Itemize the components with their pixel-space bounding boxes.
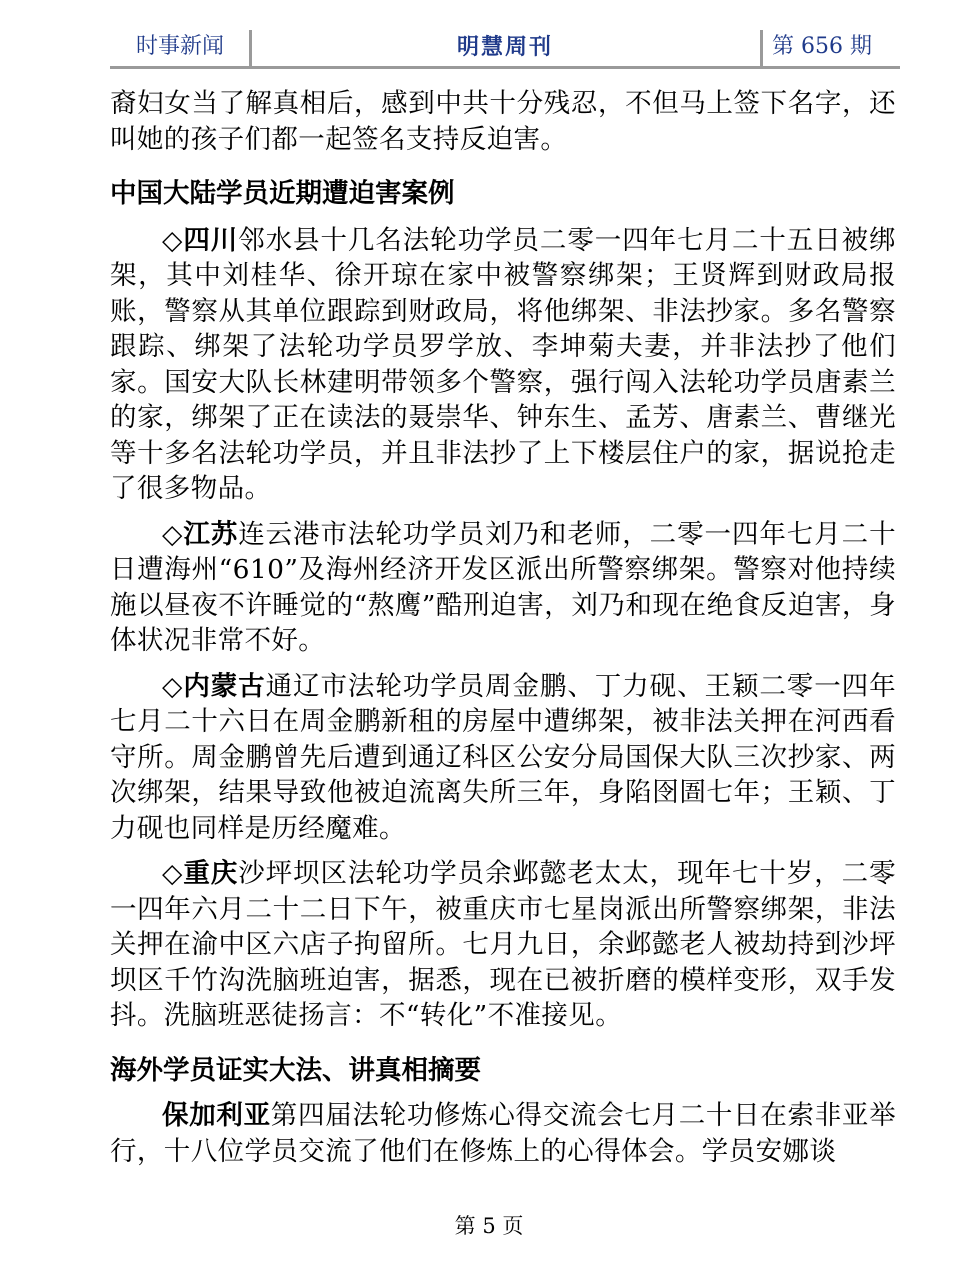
case-paragraph-neimenggu <box>110 669 896 847</box>
case-text: 连云港市法轮功学员刘乃和老师，二零一四年七月二十日遭海州“610”及海州经济开发区派出所警察绑架。警察对他持续施以昼夜不许睡觉的“熬鹰”酷刑迫害，刘乃和现在绝食反迫害，身体状况非常不好。 <box>110 518 896 656</box>
case-place: 江苏 <box>183 518 239 550</box>
case-place: 重庆 <box>183 858 239 889</box>
case-text: 通辽市法轮功学员周金鹏、丁力砚、王颖二零一四年七月二十六日在周金鹏新租的房屋中遭绑架，被非法关押在河西看守所。周金鹏曾先后遭到通辽科区公安分局国保大队三次抄家、两次绑架，结果导致他被迫流离失所三年，身陷囹圄七年；王颖、丁力砚也同样是历经魔难。 <box>110 670 896 844</box>
case-paragraph-jiangsu <box>110 517 896 659</box>
section-heading-overseas: 海外学员证实大法、讲真相摘要 <box>110 1054 481 1086</box>
bullet-diamond-icon: ◇ <box>162 224 184 256</box>
bullet-diamond-icon: ◇ <box>162 670 184 702</box>
case-place: 内蒙古 <box>183 670 266 702</box>
publication-title: 明慧周刊 <box>456 34 553 60</box>
intro-paragraph: 裔妇女当了解真相后，感到中共十分残忍，不但马上签下名字，还叫她的孩子们都一起签名支持反迫害。 <box>110 88 896 155</box>
overseas-place: 保加利亚 <box>162 1100 271 1131</box>
case-text: 沙坪坝区法轮功学员余邺懿老太太，现年七十岁，二零一四年六月二十二日下午，被重庆市七星岗派出所警察绑架，非法关押在渝中区六店子拘留所。七月九日，余邺懿老人被劫持到沙坪坝区千竹沟洗脑班迫害，据悉，现在已被折磨的模样变形，双手发抖。洗脑班恶徒扬言：不“转化”不准接见。 <box>110 858 896 1031</box>
header-rule <box>110 66 900 69</box>
article-body <box>110 86 896 1169</box>
page-header <box>110 24 900 68</box>
overseas-text: 第四届法轮功修炼心得交流会七月二十日在索非亚举行，十八位学员交流了他们在修炼上的心得体会。学员安娜谈 <box>110 1100 897 1167</box>
bullet-diamond-icon: ◇ <box>162 858 184 889</box>
page-number: 第 5 页 <box>454 1214 524 1238</box>
section-heading-mainland: 中国大陆学员近期遭迫害案例 <box>110 178 455 209</box>
header-section-label: 时事新闻 <box>136 34 225 59</box>
case-paragraph-sichuan <box>110 223 896 507</box>
case-place: 四川 <box>183 224 239 256</box>
issue-number: 第 656 期 <box>772 34 872 59</box>
overseas-paragraph-bulgaria <box>110 1098 896 1169</box>
header-separator <box>760 30 763 66</box>
case-text: 邻水县十几名法轮功学员二零一四年七月二十五日被绑架，其中刘桂华、徐开琼在家中被警察绑架；王贤辉到财政局报账，警察从其单位跟踪到财政局，将他绑架、非法抄家。多名警察跟踪、绑架了法轮功学员罗学放、李坤菊夫妻，并非法抄了他们家。国安大队长林建明带领多个警察，强行闯入法轮功学员唐素兰的家，绑架了正在读法的聂崇华、钟东生、孟芳、唐素兰、曹继光等十多名法轮功学员，并且非法抄了上下楼层住户的家，据说抢走了很多物品。 <box>110 224 896 504</box>
case-paragraph-chongqing <box>110 856 896 1034</box>
bullet-diamond-icon: ◇ <box>162 518 184 550</box>
